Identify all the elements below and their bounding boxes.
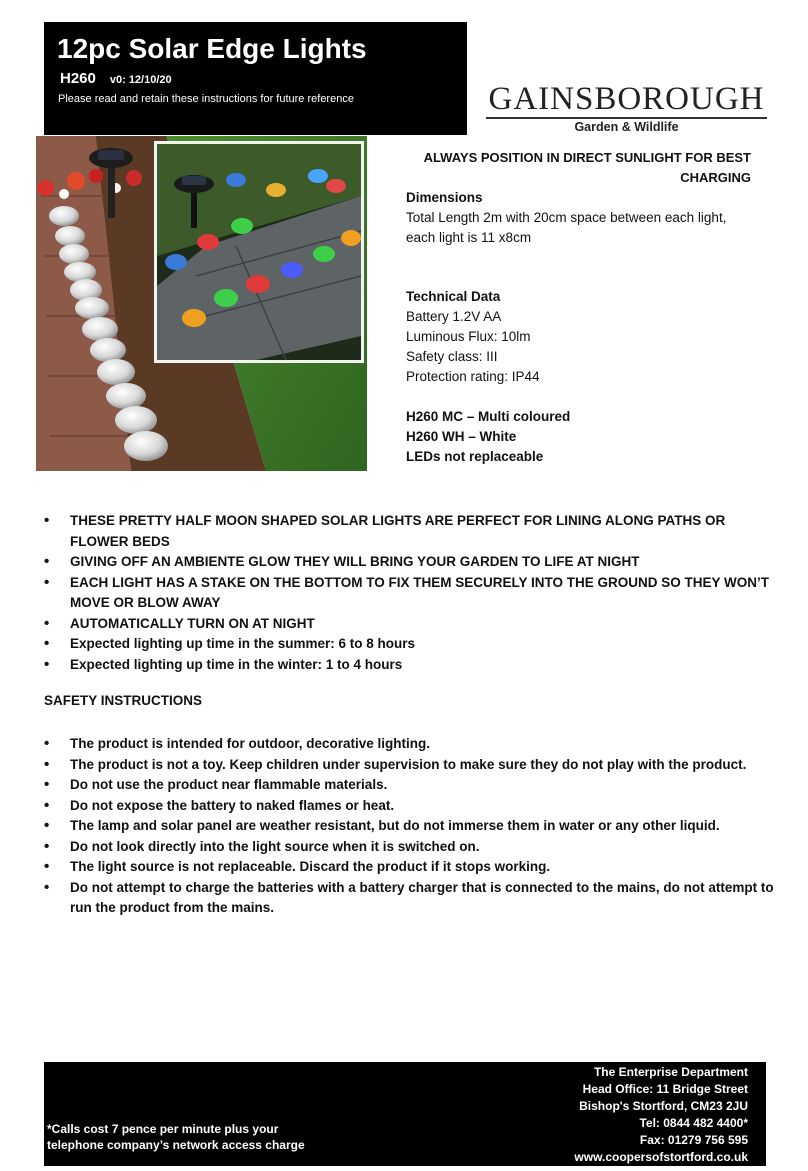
- technical-line: Luminous Flux: 10lm: [406, 329, 531, 344]
- product-photo-illustration: [36, 136, 367, 471]
- technical-line: Safety class: III: [406, 349, 498, 364]
- safety-heading: SAFETY INSTRUCTIONS: [44, 693, 203, 708]
- footer-address: [574, 1064, 748, 1166]
- variant-line: LEDs not replaceable: [406, 449, 544, 464]
- variant-line: H260 MC – Multi coloured: [406, 409, 571, 424]
- page-title: 12pc Solar Edge Lights: [57, 33, 367, 64]
- dimensions-text: Total Length 2m with 20cm space between each light, each light is 11 x8cm: [406, 210, 727, 245]
- list-item: • The product is not a toy. Keep children under supervision to make sure they do not play with the product.: [44, 755, 774, 776]
- call-cost-note: [47, 1121, 305, 1153]
- version-label: v0: 12/10/20: [109, 74, 172, 86]
- list-item: • Do not attempt to charge the batteries with a battery charger that is connected to the mains, do not attempt to run the product from the mains.: [44, 878, 774, 919]
- feature-list: [44, 511, 774, 675]
- inset-photo: [154, 141, 364, 363]
- call-note-line: telephone company’s network access charge: [47, 1138, 305, 1152]
- list-item: • THESE PRETTY HALF MOON SHAPED SOLAR LIGHTS ARE PERFECT FOR LINING ALONG PATHS OR FLOWER BEDS: [44, 511, 774, 552]
- retain-note: Please read and retain these instructions for future reference: [58, 93, 354, 105]
- list-item: • Expected lighting up time in the summer: 6 to 8 hours: [44, 634, 774, 655]
- address-line: Bishop's Stortford, CM23 2JU: [579, 1099, 748, 1113]
- brand-subtitle: Garden & Wildlife: [574, 120, 679, 134]
- website-line: www.coopersofstortford.co.uk: [574, 1150, 748, 1164]
- list-item: • Expected lighting up time in the winter: 1 to 4 hours: [44, 655, 774, 676]
- technical-line: Battery 1.2V AA: [406, 309, 502, 324]
- list-item: • Do not expose the battery to naked flames or heat.: [44, 796, 774, 817]
- address-line: Head Office: 11 Bridge Street: [582, 1082, 748, 1096]
- list-item: • The product is intended for outdoor, decorative lighting.: [44, 734, 774, 755]
- brand-logo: [484, 82, 769, 134]
- header-code-row: [57, 70, 467, 90]
- address-line: The Enterprise Department: [593, 1065, 748, 1079]
- spec-panel: [406, 148, 751, 467]
- variant-line: H260 WH – White: [406, 429, 517, 444]
- dimensions-heading: Dimensions: [406, 190, 483, 205]
- list-item: • AUTOMATICALLY TURN ON AT NIGHT: [44, 614, 774, 635]
- call-note-line: *Calls cost 7 pence per minute plus your: [47, 1122, 279, 1136]
- list-item: • Do not use the product near flammable materials.: [44, 775, 774, 796]
- fax-line: Fax: 01279 756 595: [639, 1133, 748, 1147]
- product-photo: [36, 136, 367, 471]
- product-code: H260: [60, 70, 96, 87]
- footer-box: [44, 1062, 766, 1166]
- brand-rule: [486, 117, 767, 119]
- technical-line: Protection rating: IP44: [406, 369, 540, 384]
- list-item: • The lamp and solar panel are weather resistant, but do not immerse them in water or any other liquid.: [44, 816, 774, 837]
- list-item: • Do not look directly into the light source when it is switched on.: [44, 837, 774, 858]
- sunlight-headline: ALWAYS POSITION IN DIRECT SUNLIGHT FOR BEST CHARGING: [423, 150, 751, 185]
- list-item: • EACH LIGHT HAS A STAKE ON THE BOTTOM TO FIX THEM SECURELY INTO THE GROUND SO THEY WON’T MOVE OR BLOW AWAY: [44, 573, 774, 614]
- safety-list: [44, 734, 774, 919]
- header-box: [44, 22, 467, 135]
- list-item: • The light source is not replaceable. Discard the product if it stops working.: [44, 857, 774, 878]
- phone-line: Tel: 0844 482 4400*: [639, 1116, 748, 1130]
- list-item: • GIVING OFF AN AMBIENTE GLOW THEY WILL BRING YOUR GARDEN TO LIFE AT NIGHT: [44, 552, 774, 573]
- technical-data-heading: Technical Data: [406, 289, 501, 304]
- brand-name: GAINSBOROUGH: [488, 81, 765, 117]
